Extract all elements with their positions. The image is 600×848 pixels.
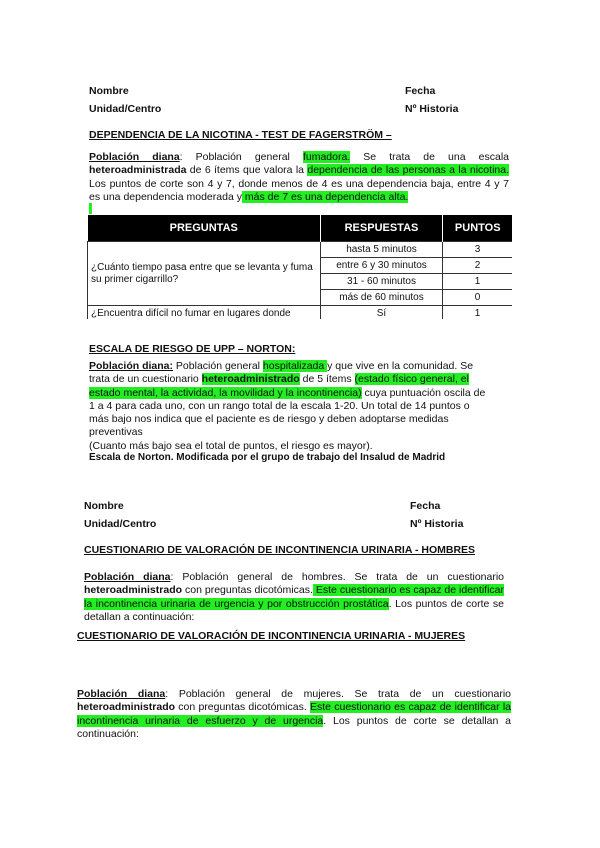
text-run: con preguntas dicotómicas.	[182, 584, 313, 597]
text-run: con preguntas dicotómicas.	[175, 701, 310, 714]
text-run: . Los puntos de corte se detallan a continuación:	[84, 597, 504, 623]
unidad-label: Unidad/Centro	[89, 103, 162, 115]
text-run: . Los puntos de corte se detallan a continuación:	[77, 714, 511, 740]
bold-term: heteroadministrado	[77, 701, 176, 714]
highlight: (estado físico general, el estado mental, la actividad, la movilidad y la incontinencia)	[89, 373, 469, 399]
fagerstrom-title: DEPENDENCIA DE LA NICOTINA - TEST DE FAGERSTRÖM –	[89, 129, 392, 141]
text-run: : Población general de hombres. Se trata de un cuestionario	[170, 571, 505, 583]
highlight: hospitalizada	[262, 360, 328, 372]
pob-label: Población diana	[77, 688, 166, 700]
text-run: Población general	[173, 360, 263, 372]
answer-cell: más de 60 minutos	[321, 290, 443, 306]
fecha-label: Fecha	[405, 85, 436, 97]
answer-cell: Sí	[321, 306, 443, 320]
text-run: Los puntos de corte son 4 y 7, donde menos de 4 es una dependencia baja, entre 4 y 7 es una dependencia moderada y	[89, 177, 509, 203]
text-run: y que vive en la comunidad. Se trata de un cuestionario	[89, 360, 474, 386]
bold-term: heteroadministrado	[84, 584, 183, 597]
text-run: : Población general de mujeres. Se trata de un cuestionario	[165, 688, 512, 700]
question-cell: ¿Cuánto tiempo pasa entre que se levanta y fuma su primer cigarrillo?	[88, 242, 321, 306]
points-cell: 3	[443, 242, 513, 258]
nombre-label: Nombre	[89, 85, 129, 97]
answer-cell: 31 - 60 minutos	[321, 274, 443, 290]
col-header: PREGUNTAS	[88, 215, 321, 242]
highlight-marker	[89, 203, 92, 214]
points-cell: 1	[443, 274, 513, 290]
highlight: Este cuestionario es capaz de identificar la incontinencia urinaria de esfuerzo y de urgencia	[77, 701, 511, 727]
historia-label: Nº Historia	[405, 103, 459, 115]
fagerstrom-table	[87, 215, 512, 319]
mujeres-description	[77, 688, 511, 741]
pob-label: Población diana	[84, 571, 171, 583]
table-header-row	[88, 215, 513, 242]
norton-note: (Cuanto más bajo sea el total de puntos, el riesgo es mayor).	[89, 439, 373, 452]
norton-description	[89, 360, 489, 453]
text-run: cuya puntuación oscila de 1 a 4 para cada uno, con un rango total de la escala 1-20. Un total de 14 puntos o más bajo nos indica que el paciente es de riesgo y deben adoptarse medidas preventivas	[89, 386, 486, 439]
hombres-description	[84, 571, 504, 624]
norton-title: ESCALA DE RIESGO DE UPP – NORTON:	[89, 343, 296, 355]
bold-term: heteroadministrado	[201, 373, 300, 386]
bold-term: heteroadministrada	[89, 164, 187, 177]
highlight: Este cuestionario es capaz de identificar la incontinencia urinaria de urgencia y por obstrucción prostática	[84, 584, 504, 610]
fagerstrom-description	[89, 151, 509, 204]
historia-label: Nº Historia	[410, 518, 464, 530]
text-run: : Población general	[179, 151, 303, 163]
fecha-label: Fecha	[410, 500, 441, 512]
text-run: de 5 ítems	[299, 373, 355, 386]
text-run: de 6 ítems que valora la	[186, 164, 308, 177]
points-cell: 2	[443, 258, 513, 274]
unidad-label: Unidad/Centro	[84, 518, 157, 530]
highlight: dependencia de las personas a la nicotina.	[307, 164, 509, 177]
col-header: PUNTOS	[443, 215, 513, 242]
points-cell: 1	[443, 306, 513, 320]
table-row	[88, 242, 513, 258]
mujeres-title: CUESTIONARIO DE VALORACIÓN DE INCONTINENCIA URINARIA - MUJERES	[77, 630, 466, 642]
hombres-title: CUESTIONARIO DE VALORACIÓN DE INCONTINENCIA URINARIA - HOMBRES	[84, 544, 476, 556]
question-cell: ¿Encuentra difícil no fumar en lugares donde	[88, 306, 321, 320]
pob-label: Población diana	[89, 151, 180, 163]
points-cell: 0	[443, 290, 513, 306]
norton-caption: Escala de Norton. Modificada por el grupo de trabajo del Insalud de Madrid	[89, 452, 446, 463]
highlight: fumadora.	[302, 151, 351, 163]
highlight: más de 7 es una dependencia alta.	[241, 190, 409, 203]
pob-label: Población diana:	[89, 360, 174, 372]
table-row	[88, 306, 513, 320]
text-run: Se trata de una escala	[350, 151, 509, 163]
answer-cell: entre 6 y 30 minutos	[321, 258, 443, 274]
nombre-label: Nombre	[84, 500, 124, 512]
col-header: RESPUESTAS	[321, 215, 443, 242]
answer-cell: hasta 5 minutos	[321, 242, 443, 258]
